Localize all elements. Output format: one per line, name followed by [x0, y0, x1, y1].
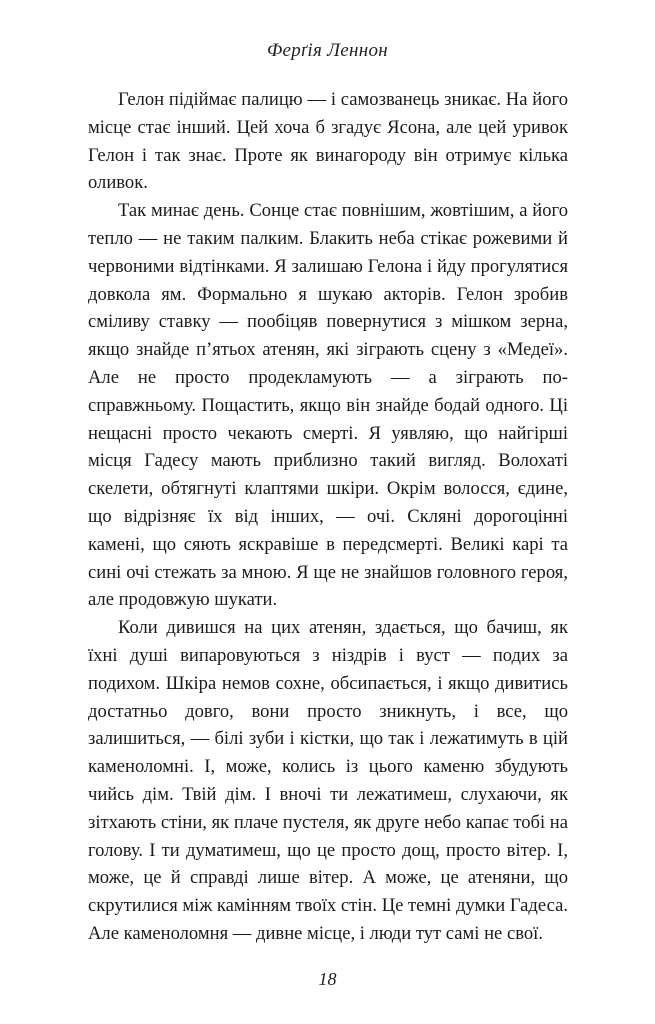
paragraph: Гелон підіймає палицю — і самозванець зникає. На його місце стає інший. Цей хоча б згадує Ясона, але цей уривок Гелон і так знає. Проте як винагороду він отримує кілька оливок. [88, 89, 568, 194]
page-number: 18 [318, 969, 337, 989]
running-head: Ферґія Леннон [266, 40, 389, 61]
paragraph: Так минає день. Сонце стає повнішим, жовтішим, а його тепло — не таким палким. Блакить неба стікає рожевими й червоними відтінками. Я залишаю Гелона і йду прогулятися довкола ям. Формально я шукаю акторів. Гелон зробив сміливу ставку — пообіцяв повернутися з мішком зерна, якщо знайде п’ятьох атенян, які зіграють сцену з «Медеї». Але не просто продекламують — а зіграють по-справжньому. Пощастить, якщо він знайде бодай одного. Ці нещасні просто чекають смерті. Я уявляю, що найгірші місця Гадесу мають приблизно такий вигляд. Волохаті скелети, обтягнуті клаптями шкіри. Окрім волосся, єдине, що відрізняє їх від інших, — очі. Скляні дорогоцінні камені, що сяють яскравіше в передсмерті. Великі карі та сині очі стежать за мною. Я ще не знайшов головного героя, але продовжую шукати. [88, 200, 568, 611]
paragraph: Коли дивишся на цих атенян, здається, що бачиш, як їхні душі випаровуються з ніздрів і вуст — подих за подихом. Шкіра немов сохне, обсипається, і якщо дивитись достатньо довго, вони просто зникнуть, і все, що залишиться, — білі зуби і кістки, що так і лежатимуть в цій каменоломні. І, може, колись із цього каменю збудують чийсь дім. Твій дім. І вночі ти лежатимеш, слухаючи, як зітхають стіни, як плаче пустеля, як друге небо капає тобі на голову. І ти думатимеш, що це просто дощ, просто вітер. І, може, це й справді лише вітер. А може, це атеняни, що скрутилися між камінням твоїх стін. Це темні думки Гадеса. Але каменоломня — дивне місце, і люди тут самі не свої. [88, 617, 568, 944]
body-text [88, 86, 568, 948]
